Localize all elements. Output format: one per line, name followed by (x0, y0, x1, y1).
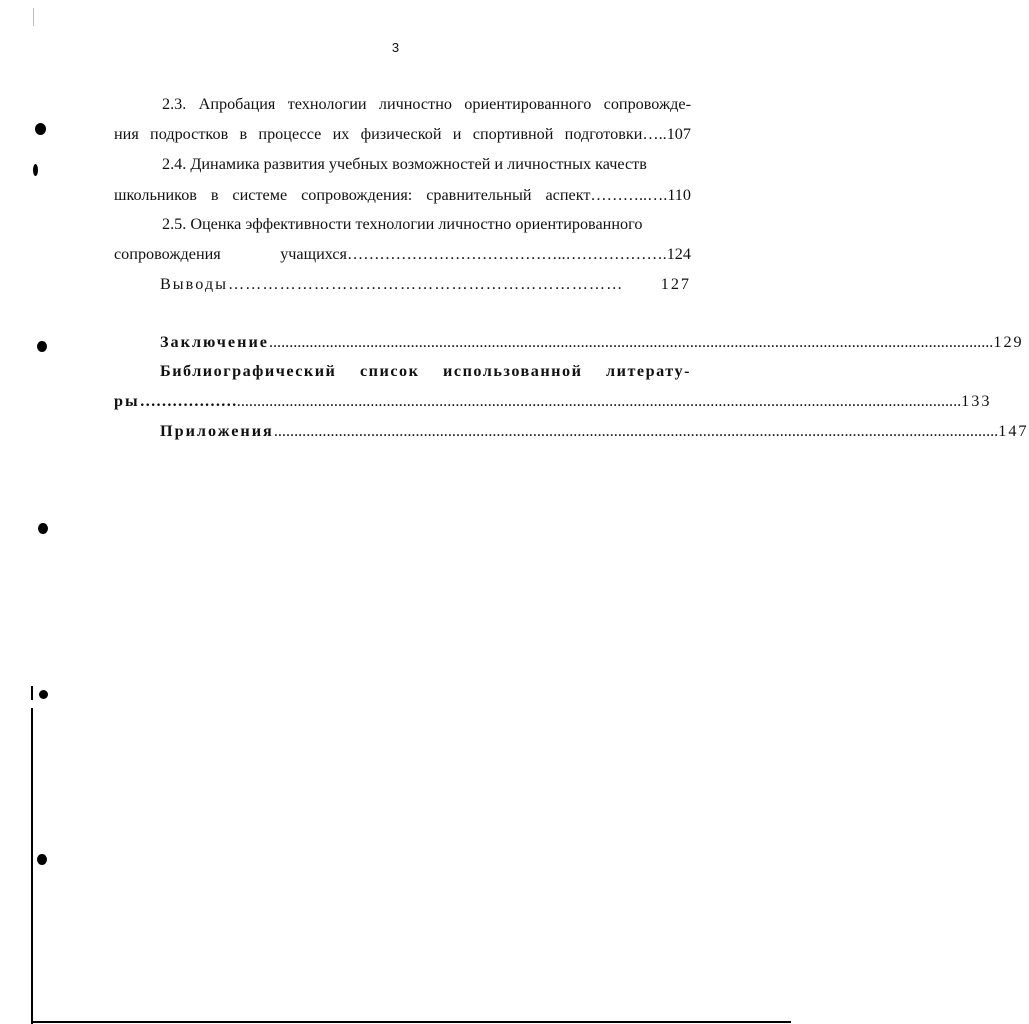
toc-entry-2-3-line-2: ния подростков в процессе их физической и спортивной подготовки…..107 (114, 125, 691, 143)
binding-hole-6 (37, 854, 47, 865)
toc-entry-bibliography-dots: ................................................................................................................................................................................... (236, 392, 962, 410)
scan-edge-line-left (31, 708, 33, 1024)
toc-entry-appendix-dots: ................................................................................................................................................................................... (273, 422, 999, 440)
toc-entry-2-5-line-2: сопровождения учащихся…………………………………..……………….124 (114, 245, 691, 263)
scan-edge-line-bottom (31, 1021, 791, 1023)
toc-entry-2-5-line-1: 2.5. Оценка эффективности технологии личностно ориентированного (162, 215, 643, 233)
toc-entry-summary-dots: ................................................................................................................................................................................... (268, 333, 994, 351)
toc-entry-bibliography-label: ры (114, 392, 140, 410)
toc-entry-bibliography-bold-dots: ……………… (139, 392, 237, 410)
scan-edge-mark-mid (31, 686, 33, 700)
page-number: 3 (391, 40, 400, 55)
toc-entry-summary (160, 332, 1024, 352)
toc-entry-appendix-label: Приложения (160, 422, 274, 440)
toc-entry-2-4-line-1: 2.4. Динамика развития учебных возможностей и личностных качеств (162, 155, 647, 173)
toc-entry-summary-page: 129 (993, 333, 1024, 351)
toc-entry-bibliography-page: 133 (961, 392, 992, 410)
toc-entry-appendix-page: 147 (998, 422, 1029, 440)
toc-entry-conclusions-page: 127 (660, 275, 691, 293)
toc-entry-conclusions-dots: …………………………………………………………… (227, 275, 624, 293)
binding-hole-3 (37, 341, 47, 352)
toc-entry-2-3-line-1: 2.3. Апробация технологии личностно ориентированного сопровожде- (162, 95, 691, 113)
binding-hole-1 (35, 123, 46, 135)
toc-entry-2-4-line-2: школьников в системе сопровождения: сравнительный аспект………..….110 (114, 186, 691, 204)
toc-entry-summary-label: Заключение (160, 333, 269, 351)
scan-edge-mark-top (33, 8, 34, 26)
toc-entry-bibliography-line-2 (114, 391, 992, 411)
binding-hole-5 (39, 690, 48, 699)
toc-entry-appendix (160, 421, 1029, 441)
toc-entry-bibliography-line-1: Библиографический список использованной литерату- (160, 362, 691, 380)
binding-hole-2 (33, 164, 38, 176)
toc-entry-conclusions (160, 274, 691, 294)
binding-hole-4 (38, 523, 48, 534)
toc-entry-conclusions-label: Выводы (160, 275, 228, 293)
